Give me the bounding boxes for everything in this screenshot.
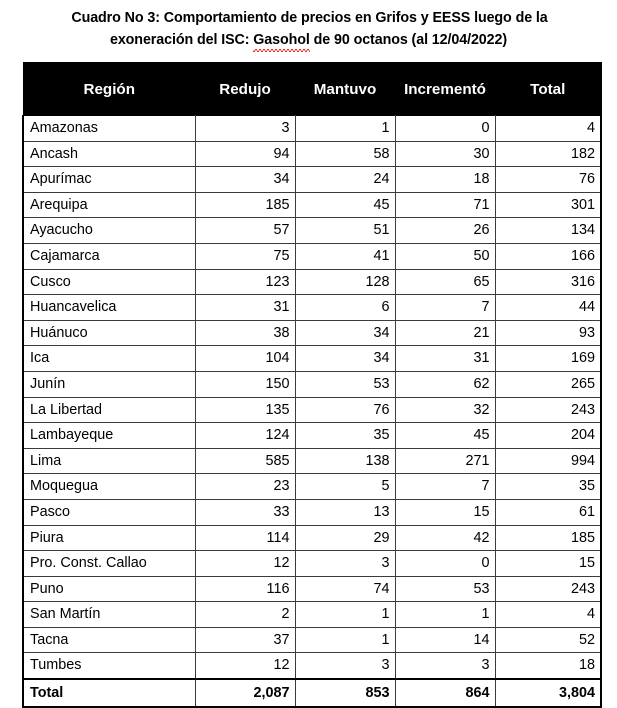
cell-redujo: 185: [195, 192, 295, 218]
table-row: [23, 499, 601, 525]
cell-total: 204: [495, 423, 601, 449]
cell-mantuvo: 5: [295, 474, 395, 500]
cell-incremento: 0: [395, 551, 495, 577]
cell-incremento: 42: [395, 525, 495, 551]
cell-total: 169: [495, 346, 601, 372]
cell-redujo: 37: [195, 627, 295, 653]
cell-mantuvo: 34: [295, 346, 395, 372]
cell-mantuvo: 3: [295, 653, 395, 679]
cell-total: 15: [495, 551, 601, 577]
cell-region: Cusco: [23, 269, 195, 295]
table-row: [23, 269, 601, 295]
cell-redujo: 94: [195, 141, 295, 167]
cell-redujo: 31: [195, 295, 295, 321]
cell-region: La Libertad: [23, 397, 195, 423]
cell-mantuvo: 24: [295, 167, 395, 193]
cell-total: 301: [495, 192, 601, 218]
title-line-2-prefix: exoneración del ISC:: [109, 32, 254, 48]
table-row: [23, 551, 601, 577]
cell-incremento: 30: [395, 141, 495, 167]
cell-incremento: 7: [395, 295, 495, 321]
cell-incremento: 21: [395, 320, 495, 346]
cell-incremento: 0: [395, 116, 495, 142]
table-row: [23, 192, 601, 218]
cell-incremento: 1: [395, 602, 495, 628]
table-row: [23, 295, 601, 321]
price-behavior-table: [22, 62, 602, 708]
cell-incremento: 62: [395, 371, 495, 397]
cell-region: Piura: [23, 525, 195, 551]
cell-incremento: 50: [395, 243, 495, 269]
table-header: [23, 63, 601, 116]
table-row: [23, 141, 601, 167]
cell-mantuvo: 138: [295, 448, 395, 474]
cell-redujo: 12: [195, 551, 295, 577]
price-behavior-table-container: [22, 62, 600, 708]
cell-total: 61: [495, 499, 601, 525]
table-row: [23, 346, 601, 372]
cell-incremento: 31: [395, 346, 495, 372]
cell-total: 35: [495, 474, 601, 500]
cell-mantuvo: 45: [295, 192, 395, 218]
cell-redujo: 57: [195, 218, 295, 244]
table-row: [23, 474, 601, 500]
cell-mantuvo: 13: [295, 499, 395, 525]
cell-incremento: 26: [395, 218, 495, 244]
cell-redujo: 12: [195, 653, 295, 679]
cell-mantuvo: 128: [295, 269, 395, 295]
spellcheck-word: Gasohol: [253, 29, 310, 51]
total-total: 3,804: [495, 679, 601, 707]
cell-incremento: 32: [395, 397, 495, 423]
total-incremento: 864: [395, 679, 495, 707]
cell-incremento: 71: [395, 192, 495, 218]
cell-total: 44: [495, 295, 601, 321]
cell-incremento: 14: [395, 627, 495, 653]
cell-mantuvo: 58: [295, 141, 395, 167]
cell-total: 4: [495, 602, 601, 628]
cell-redujo: 23: [195, 474, 295, 500]
cell-mantuvo: 51: [295, 218, 395, 244]
table-row: [23, 371, 601, 397]
cell-region: Puno: [23, 576, 195, 602]
cell-region: Huánuco: [23, 320, 195, 346]
column-header-total: Total: [495, 63, 601, 116]
cell-region: Amazonas: [23, 116, 195, 142]
cell-total: 134: [495, 218, 601, 244]
cell-redujo: 75: [195, 243, 295, 269]
table-row: [23, 218, 601, 244]
cell-mantuvo: 3: [295, 551, 395, 577]
cell-incremento: 65: [395, 269, 495, 295]
cell-region: Huancavelica: [23, 295, 195, 321]
cell-region: Lambayeque: [23, 423, 195, 449]
table-row: [23, 167, 601, 193]
table-row: [23, 448, 601, 474]
column-header-region: Región: [23, 63, 195, 116]
cell-incremento: 7: [395, 474, 495, 500]
table-row: [23, 423, 601, 449]
cell-redujo: 104: [195, 346, 295, 372]
cell-total: 243: [495, 576, 601, 602]
table-row: [23, 627, 601, 653]
cell-total: 76: [495, 167, 601, 193]
cell-mantuvo: 1: [295, 627, 395, 653]
cell-redujo: 114: [195, 525, 295, 551]
column-header-mantuvo: Mantuvo: [295, 63, 395, 116]
cell-mantuvo: 1: [295, 116, 395, 142]
cell-region: Ancash: [23, 141, 195, 167]
cell-incremento: 45: [395, 423, 495, 449]
cell-total: 93: [495, 320, 601, 346]
cell-incremento: 18: [395, 167, 495, 193]
cell-mantuvo: 41: [295, 243, 395, 269]
cell-redujo: 3: [195, 116, 295, 142]
cell-redujo: 38: [195, 320, 295, 346]
title-line-2: [0, 29, 617, 51]
table-header-row: [23, 63, 601, 116]
page-title: [0, 0, 617, 51]
cell-region: Tacna: [23, 627, 195, 653]
cell-redujo: 150: [195, 371, 295, 397]
cell-redujo: 135: [195, 397, 295, 423]
title-line-1: Cuadro No 3: Comportamiento de precios en Grifos y EESS luego de la: [71, 10, 548, 26]
cell-redujo: 116: [195, 576, 295, 602]
total-label: Total: [23, 679, 195, 707]
table-row: [23, 602, 601, 628]
cell-redujo: 34: [195, 167, 295, 193]
cell-total: 185: [495, 525, 601, 551]
table-row: [23, 116, 601, 142]
cell-total: 18: [495, 653, 601, 679]
table-row: [23, 653, 601, 679]
table-total-row: [23, 679, 601, 707]
cell-region: Lima: [23, 448, 195, 474]
table-row: [23, 320, 601, 346]
column-header-incremento: Incrementó: [395, 63, 495, 116]
cell-mantuvo: 1: [295, 602, 395, 628]
total-mantuvo: 853: [295, 679, 395, 707]
cell-incremento: 271: [395, 448, 495, 474]
cell-total: 4: [495, 116, 601, 142]
cell-region: Junín: [23, 371, 195, 397]
cell-incremento: 15: [395, 499, 495, 525]
cell-total: 316: [495, 269, 601, 295]
cell-total: 182: [495, 141, 601, 167]
cell-region: Ayacucho: [23, 218, 195, 244]
cell-mantuvo: 74: [295, 576, 395, 602]
table-body: [23, 116, 601, 708]
cell-mantuvo: 76: [295, 397, 395, 423]
cell-total: 265: [495, 371, 601, 397]
cell-incremento: 53: [395, 576, 495, 602]
cell-mantuvo: 6: [295, 295, 395, 321]
cell-region: Pro. Const. Callao: [23, 551, 195, 577]
cell-redujo: 124: [195, 423, 295, 449]
cell-redujo: 123: [195, 269, 295, 295]
cell-mantuvo: 53: [295, 371, 395, 397]
title-line-2-suffix: de 90 octanos (al 12/04/2022): [309, 32, 508, 48]
cell-redujo: 585: [195, 448, 295, 474]
cell-mantuvo: 29: [295, 525, 395, 551]
cell-region: Arequipa: [23, 192, 195, 218]
cell-incremento: 3: [395, 653, 495, 679]
total-redujo: 2,087: [195, 679, 295, 707]
table-row: [23, 397, 601, 423]
cell-region: Moquegua: [23, 474, 195, 500]
cell-redujo: 2: [195, 602, 295, 628]
cell-region: Pasco: [23, 499, 195, 525]
cell-region: Tumbes: [23, 653, 195, 679]
cell-redujo: 33: [195, 499, 295, 525]
cell-region: Cajamarca: [23, 243, 195, 269]
column-header-redujo: Redujo: [195, 63, 295, 116]
cell-mantuvo: 34: [295, 320, 395, 346]
cell-mantuvo: 35: [295, 423, 395, 449]
table-row: [23, 243, 601, 269]
cell-region: Apurímac: [23, 167, 195, 193]
cell-total: 52: [495, 627, 601, 653]
table-row: [23, 576, 601, 602]
cell-region: San Martín: [23, 602, 195, 628]
cell-total: 166: [495, 243, 601, 269]
table-row: [23, 525, 601, 551]
cell-region: Ica: [23, 346, 195, 372]
cell-total: 994: [495, 448, 601, 474]
cell-total: 243: [495, 397, 601, 423]
